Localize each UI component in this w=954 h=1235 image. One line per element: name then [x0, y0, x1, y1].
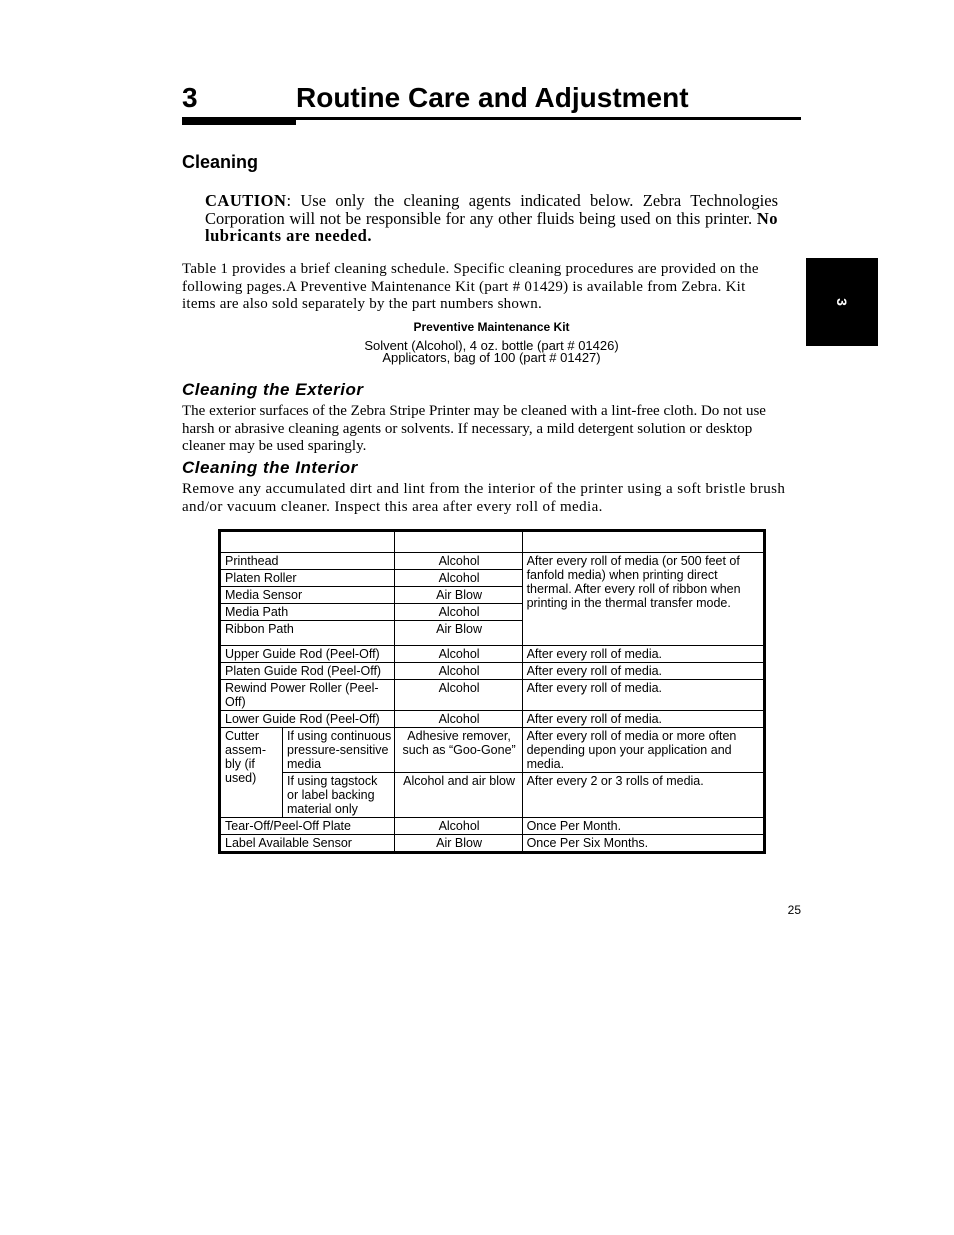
interval-cell: After every roll of media. — [522, 711, 764, 728]
table-row — [220, 646, 765, 663]
area-cell: Label Available Sensor — [220, 835, 395, 853]
interval-cell: After every roll of media. — [522, 646, 764, 663]
area-cell: Upper Guide Rod (Peel-Off) — [220, 646, 395, 663]
table-row — [220, 773, 765, 818]
interior-heading: Cleaning the Interior — [182, 458, 358, 477]
area-cell: Platen Roller — [220, 570, 395, 587]
table-header-row — [220, 531, 765, 553]
method-cell: Alcohol — [394, 570, 522, 587]
method-cell: Air Blow — [394, 835, 522, 853]
caution-text: : Use only the cleaning agents indicated below. Zebra Technologies Corporation will not be responsible for any other fluids being used on this printer. — [205, 191, 778, 228]
method-cell: Alcohol — [394, 604, 522, 621]
interval-cell: After every roll of media (or 500 feet of fanfold media) when printing direct thermal. After every roll of ribbon when printing in the thermal transfer mode. — [522, 553, 764, 646]
cleaning-schedule-table — [218, 529, 766, 854]
area-cell: Platen Guide Rod (Peel-Off) — [220, 663, 395, 680]
table-row — [220, 835, 765, 853]
caution-emphasis: No lubricants are needed. — [205, 208, 778, 245]
method-cell: Alcohol — [394, 711, 522, 728]
header-cell — [522, 531, 764, 553]
header-rule-accent — [182, 117, 296, 125]
intro-paragraph: Table 1 provides a brief cleaning schedule. Specific cleaning procedures are provided on the following pages.A Preventive Maintenance Kit (part # 01429) is available from Zebra. Kit items are also sold separately by the part numbers shown. — [182, 261, 759, 312]
page-number: 25 — [787, 903, 801, 917]
caution-label: CAUTION — [205, 191, 287, 210]
area-cell: Media Path — [220, 604, 395, 621]
interval-cell: After every roll of media or more often depending upon your application and media. — [522, 728, 764, 773]
section-heading: Cleaning — [182, 152, 259, 172]
caution-note — [205, 192, 778, 245]
table-row — [220, 818, 765, 835]
chapter-tab — [806, 258, 878, 346]
method-cell: Alcohol and air blow — [394, 773, 522, 818]
interval-cell: After every 2 or 3 rolls of media. — [522, 773, 764, 818]
interval-cell: After every roll of media. — [522, 663, 764, 680]
kit-item: Solvent (Alcohol), 4 oz. bottle (part # 01426) — [364, 338, 619, 353]
area-cell: Lower Guide Rod (Peel-Off) — [220, 711, 395, 728]
method-cell: Air Blow — [394, 587, 522, 604]
method-cell: Adhesive remover, such as “Goo-Gone” — [394, 728, 522, 773]
chapter-tab-label: 3 — [833, 298, 850, 306]
interval-cell: After every roll of media. — [522, 680, 764, 711]
header-cell — [220, 531, 395, 553]
area-cell: Media Sensor — [220, 587, 395, 604]
method-cell: Alcohol — [394, 663, 522, 680]
table-row — [220, 728, 765, 773]
method-cell: Alcohol — [394, 680, 522, 711]
table-row — [220, 680, 765, 711]
interior-paragraph: Remove any accumulated dirt and lint from the interior of the printer using a soft bristle brush and/or vacuum cleaner. Inspect this area after every roll of media. — [182, 481, 786, 515]
interval-cell: Once Per Month. — [522, 818, 764, 835]
method-cell: Alcohol — [394, 818, 522, 835]
interval-cell: Once Per Six Months. — [522, 835, 764, 853]
table-row — [220, 663, 765, 680]
kit-item: Applicators, bag of 100 (part # 01427) — [382, 350, 601, 365]
chapter-title: Routine Care and Adjustment — [296, 82, 689, 113]
table-row — [220, 553, 765, 570]
condition-cell: If using continuous pressure-sensitive media — [283, 728, 395, 773]
area-cell: Ribbon Path — [220, 621, 395, 646]
area-cell: Printhead — [220, 553, 395, 570]
method-cell: Alcohol — [394, 553, 522, 570]
cutter-label-cell: Cutter assem-bly (if used) — [220, 728, 283, 818]
table-row — [220, 711, 765, 728]
area-cell: Tear-Off/Peel-Off Plate — [220, 818, 395, 835]
method-cell: Air Blow — [394, 621, 522, 646]
area-cell: Rewind Power Roller (Peel-Off) — [220, 680, 395, 711]
exterior-paragraph: The exterior surfaces of the Zebra Stripe Printer may be cleaned with a lint-free cloth. Do not use harsh or abrasive cleaning agents or solvents. If necessary, a mild detergent solution or desktop cleaner may be used sparingly. — [182, 403, 766, 454]
method-cell: Alcohol — [394, 646, 522, 663]
chapter-number: 3 — [182, 82, 198, 113]
kit-title: Preventive Maintenance Kit — [413, 320, 570, 334]
exterior-heading: Cleaning the Exterior — [182, 380, 364, 399]
condition-cell: If using tagstock or label backing material only — [283, 773, 395, 818]
header-cell — [394, 531, 522, 553]
